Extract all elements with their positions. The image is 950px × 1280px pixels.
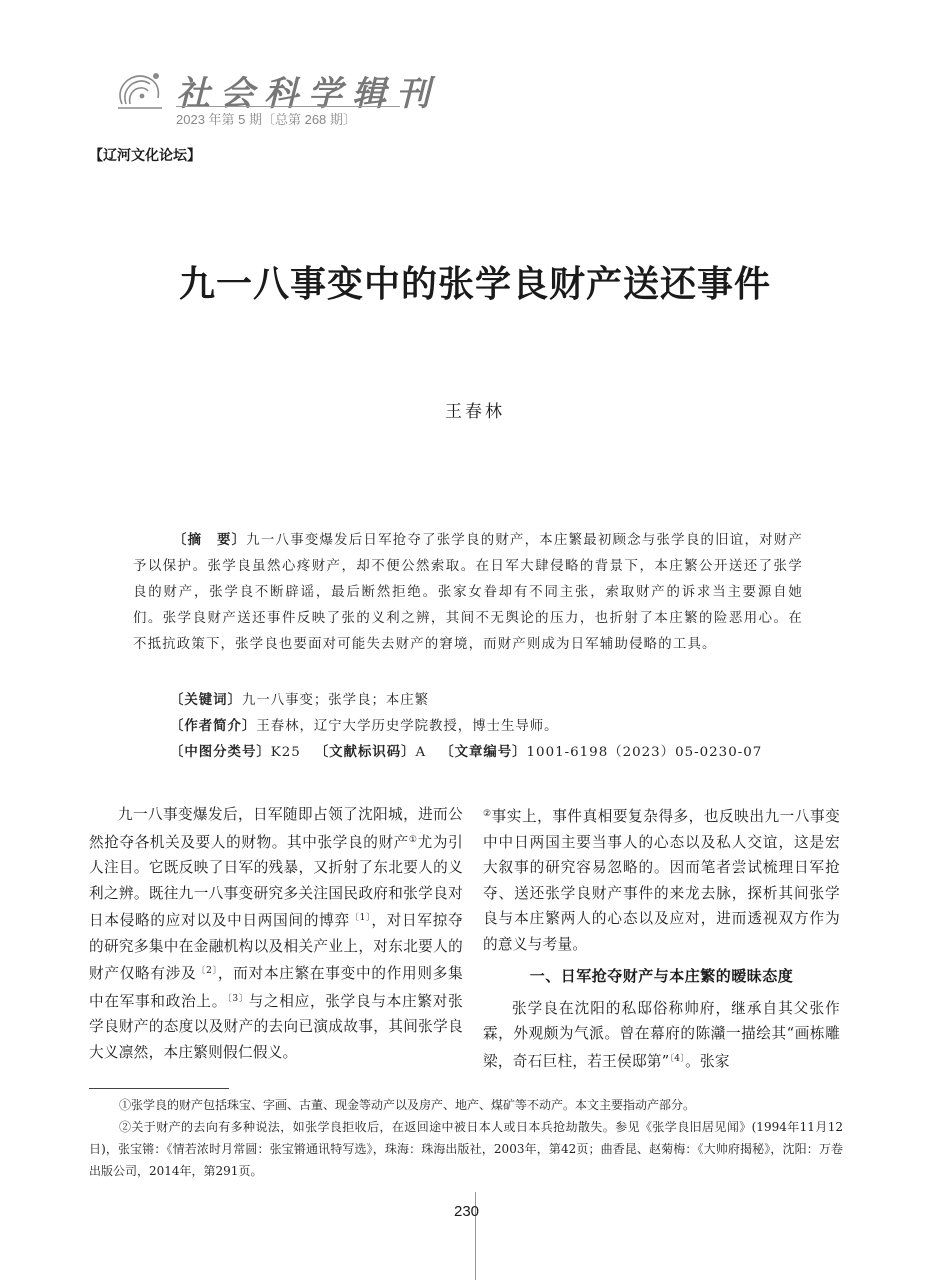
footnote-marker: ②: [483, 809, 492, 819]
body-paragraph: [483, 996, 840, 1075]
citation-marker: 〔3〕: [227, 993, 249, 1004]
doc-code-value: A: [415, 745, 427, 760]
keywords: [170, 688, 429, 714]
footnotes: [89, 1094, 843, 1182]
abstract: [133, 528, 803, 658]
masthead-divider: [176, 106, 400, 107]
footnote-2: ②关于财产的去向有多种说法，如张学良拒收后，在返回途中被日本人或日本兵抢劫散失。参见《张学良旧居见闻》(1994年11月12日)，张宝锵：《情若浓时月常圆：张宝锵通讯特写选》，珠海：珠海出版社，2003年，第42页；曲香昆、赵菊梅：《大帅府揭秘》，沈阳：万卷出版公司，2014年，第291页。: [89, 1120, 843, 1178]
issue-info: 2023 年第 5 期〔总第 268 期〕: [176, 112, 356, 127]
body-text: ，对日军掠夺的研究多集中在金融机构以及相关产业上，对东北要人的财产仅略有涉及: [89, 912, 463, 982]
abstract-label: 〔摘 要〕: [173, 533, 247, 548]
body-text: 。张家: [685, 1052, 730, 1070]
journal-title: 社会科学辑刊: [176, 74, 440, 114]
body-paragraph-continued: [483, 802, 840, 957]
citation-marker: 〔1〕: [349, 913, 372, 923]
body-paragraph: [89, 802, 463, 1065]
article-title: 九一八事变中的张学良财产送还事件: [178, 264, 771, 305]
author-bio-label: 〔作者简介〕: [170, 719, 257, 734]
citation-marker: 〔2〕: [196, 966, 218, 976]
clc-label: 〔中图分类号〕: [170, 745, 271, 760]
author-bio: [170, 714, 559, 740]
article-number-value: 1001-6198（2023）05-0230-07: [526, 745, 763, 760]
body-text: 九一八事变爆发后，日军随即占领了沈阳城，进而公然抢夺各机关及要人的财物。其中张学良的财产: [89, 806, 463, 851]
footnote-divider: [89, 1088, 229, 1089]
footnote-marker: ①: [408, 834, 418, 845]
keywords-text: 九一八事变；张学良；本庄繁: [241, 693, 430, 708]
body-column-right: [483, 802, 840, 1074]
journal-logo-icon: [112, 64, 168, 114]
body-column-left: [89, 802, 463, 1065]
citation-marker: 〔4〕: [669, 1053, 686, 1064]
author-bio-text: 王春林，辽宁大学历史学院教授，博士生导师。: [256, 719, 559, 734]
body-text: 与之相应，张学良与本庄繁对张学良财产的态度以及财产的去向已演成故事，其间张学良大义凛然，本庄繁则假仁假义。: [89, 992, 463, 1061]
column-name: 【辽河文化论坛】: [89, 148, 201, 164]
section-heading: 一、日军抢夺财产与本庄繁的暧昧态度: [529, 967, 794, 985]
clc-value: K25: [270, 745, 301, 760]
author-name: 王春林: [445, 402, 505, 422]
abstract-text: 九一八事变爆发后日军抢夺了张学良的财产，本庄繁最初顾念与张学良的旧谊，对财产予以保护。张学良虽然心疼财产，却不便公然索取。在日军大肆侵略的背景下，本庄繁公开送还了张学良的财产，张学良不断辟谣，最后断然拒绝。张家女眷却有不同主张，索取财产的诉求当主要源自她们。张学良财产送还事件反映了张的义利之辨，其间不无舆论的压力，也折射了本庄繁的险恶用心。在不抵抗政策下，张学良也要面对可能失去财产的窘境，而财产则成为日军辅助侵略的工具。: [133, 533, 803, 652]
body-text: 张学良在沈阳的私邸俗称帅府，继承自其父张作霖，外观颇为气派。曾在幕府的陈灨一描绘其“画栋雕梁，奇石巨柱，若王侯邸第”: [483, 999, 840, 1070]
body-text: ，而对本庄繁在事变中的作用则多集中在军事和政治上。: [89, 965, 463, 1010]
footnote-1: ①张学良的财产包括珠宝、字画、古董、现金等动产以及房产、地产、煤矿等不动产。本文主要指动产部分。: [119, 1098, 696, 1112]
doc-code-label: 〔文献标识码〕: [314, 745, 416, 760]
article-number-label: 〔文章编号〕: [440, 745, 527, 760]
keywords-label: 〔关键词〕: [170, 693, 242, 708]
classification-line: [170, 740, 762, 766]
body-text: 尤为引人注目。它既反映了日军的残暴，又折射了东北要人的义利之辨。既往九一八事变研究多关注国民政府和张学良对日本侵略的应对以及中日两国间的博弈: [89, 833, 464, 929]
body-text: 事实上，事件真相要复杂得多，也反映出九一八事变中中日两国主要当事人的心态以及私人交谊，这是宏大叙事的研究容易忽略的。因而笔者尝试梳理日军抢夺、送还张学良财产事件的来龙去脉，探析其间张学良与本庄繁两人的心态以及应对，进而透视双方作为的意义与考量。: [483, 808, 840, 953]
page-number: 230: [454, 1203, 480, 1220]
